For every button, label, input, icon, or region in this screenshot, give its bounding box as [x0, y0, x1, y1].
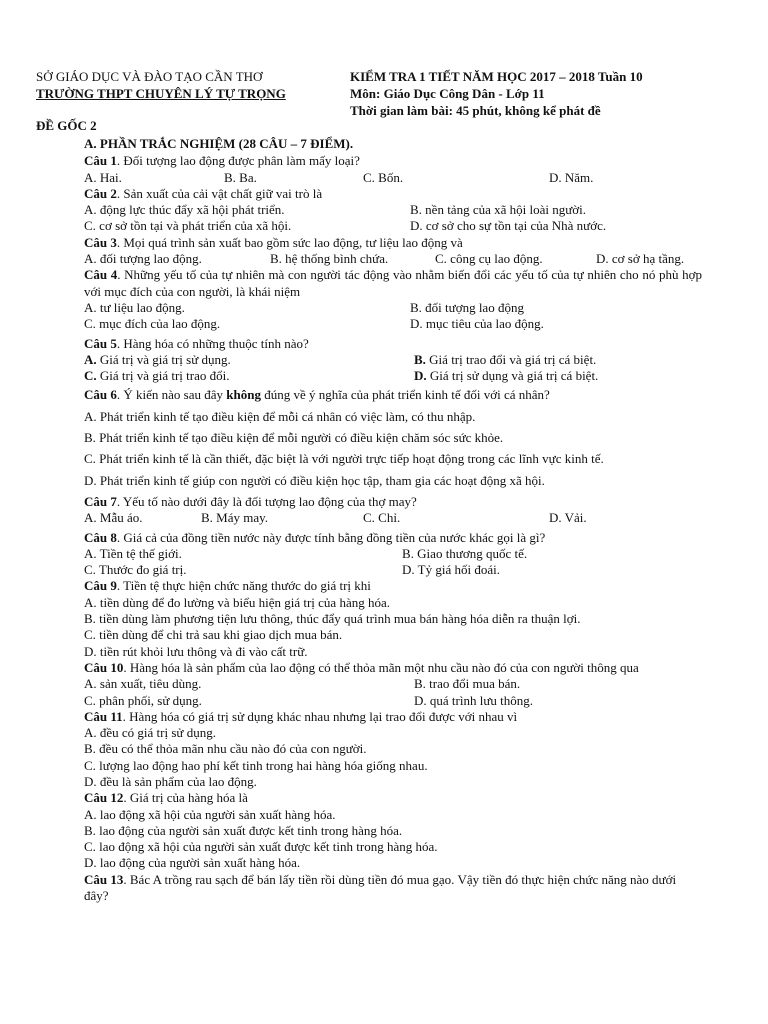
option-b[interactable]: B. trao đổi mua bán.	[414, 676, 521, 692]
option-text: Giá trị và giá trị sử dụng.	[99, 351, 231, 367]
question-label: Câu 5	[84, 335, 117, 351]
question-8	[84, 530, 702, 546]
option-c[interactable]: C. Chỉ.	[363, 510, 401, 526]
question-label: Câu 6	[84, 387, 117, 403]
options-row	[84, 693, 702, 709]
options-row	[84, 316, 702, 332]
option-c[interactable]: C. phân phối, sử dụng.	[84, 692, 202, 708]
question-3	[84, 235, 702, 251]
question-text: . Hàng hóa có những thuộc tính nào?	[116, 335, 309, 351]
option-a[interactable]: A. đều có giá trị sử dụng.	[84, 725, 216, 741]
question-label: Câu 2	[84, 185, 117, 201]
option-a[interactable]: A. đối tượng lao động.	[84, 251, 202, 267]
option-c[interactable]	[84, 368, 230, 384]
option-d[interactable]: D. quá trình lưu thông.	[414, 692, 533, 708]
option-a[interactable]: A. Phát triển kinh tế tạo điều kiện để mỗi cá nhân có việc làm, có thu nhập.	[84, 408, 476, 424]
option-b[interactable]	[414, 352, 596, 368]
option-d[interactable]	[414, 368, 598, 384]
option-c[interactable]: C. Thước đo giá trị.	[84, 562, 187, 578]
question-12	[84, 790, 702, 806]
section-title: A. PHẦN TRẮC NGHIỆM (28 CÂU – 7 ĐIỂM).	[84, 136, 354, 151]
option-a[interactable]: A. tư liệu lao động.	[84, 299, 185, 315]
option-a[interactable]: A. Tiền tệ thế giới.	[84, 545, 182, 561]
question-text: . Ý kiến nào sau đây	[116, 387, 227, 403]
question-7	[84, 494, 702, 510]
question-text: . Giá trị của hàng hóa là	[123, 790, 248, 806]
question-label: Câu 8	[84, 529, 117, 545]
exam-code: ĐỀ GỐC 2	[36, 118, 97, 133]
options-row	[84, 368, 702, 384]
question-6	[84, 387, 702, 403]
question-label: Câu 10	[84, 659, 124, 675]
option-d[interactable]: D. cơ sở hạ tầng.	[596, 251, 685, 267]
question-label: Câu 1	[84, 153, 117, 169]
option-letter: B.	[414, 351, 426, 367]
subject-line: Môn: Giáo Dục Công Dân - Lớp 11	[350, 86, 545, 101]
question-1	[84, 153, 702, 169]
time-line: Thời gian làm bài: 45 phút, không kể phát đề	[350, 103, 601, 118]
options-row	[84, 510, 702, 526]
header-right	[350, 68, 643, 119]
option-d[interactable]: D. mục tiêu của lao động.	[410, 316, 544, 332]
option-text: Giá trị và giá trị trao đổi.	[99, 368, 230, 384]
option-b[interactable]: B. nền tảng của xã hội loài người.	[410, 202, 587, 218]
question-emphasis: không	[226, 387, 261, 403]
option-a[interactable]: A. Hai.	[84, 169, 122, 185]
options-row	[84, 170, 702, 186]
question-9	[84, 578, 702, 594]
question-label: Câu 12	[84, 790, 124, 806]
question-label: Câu 4	[84, 267, 118, 283]
question-5	[84, 336, 702, 352]
question-text: đúng về ý nghĩa của phát triển kinh tế đối với cá nhân?	[260, 387, 550, 403]
option-letter: D.	[414, 368, 427, 384]
question-text: . Sản xuất của cải vật chất giữ vai trò là	[116, 185, 323, 201]
question-text: . Tiền tệ thực hiện chức năng thước do giá trị khi	[116, 578, 371, 594]
question-4	[84, 267, 702, 300]
option-d[interactable]: D. Tỷ giá hối đoái.	[402, 562, 500, 578]
option-a[interactable]: A. động lực thúc đẩy xã hội phát triển.	[84, 202, 285, 218]
header-left	[36, 68, 286, 102]
option-b[interactable]: B. đối tượng lao động	[410, 299, 524, 315]
option-c[interactable]: C. Phát triển kinh tế là cần thiết, đặc biệt là với người trực tiếp hoạt động trong các lĩnh vực kinh tế.	[84, 451, 604, 467]
question-text: . Những yếu tố của tự nhiên mà con người tác động vào nhằm biến đổi các yếu tố của tự nhiên cho nó phù hợp với mục đích của con người, là khái niệm	[84, 267, 702, 299]
option-c[interactable]: C. công cụ lao động.	[435, 251, 543, 267]
question-text: . Hàng hóa có giá trị sử dụng khác nhau nhưng lại trao đổi được với nhau vì	[122, 708, 518, 724]
question-text: . Giá cả của đồng tiền nước này được tính bằng đồng tiền của nước khác gọi là gì?	[116, 529, 546, 545]
options-row	[84, 251, 702, 267]
option-b[interactable]: B. Phát triển kinh tế tạo điều kiện để mỗi người có điều kiện chăm sóc sức khỏe.	[84, 430, 504, 446]
exam-title: KIỂM TRA 1 TIẾT NĂM HỌC 2017 – 2018 Tuần 10	[350, 69, 643, 84]
question-label: Câu 13	[84, 871, 124, 887]
option-a[interactable]: A. sản xuất, tiêu dùng.	[84, 676, 202, 692]
option-d[interactable]: D. Năm.	[549, 169, 594, 185]
option-b[interactable]: B. hệ thống bình chứa.	[270, 251, 389, 267]
option-a[interactable]	[84, 352, 231, 368]
options-row	[84, 676, 702, 692]
option-d[interactable]: D. tiền rút khỏi lưu thông và đi vào cất trữ.	[84, 643, 308, 659]
option-b[interactable]: B. Giao thương quốc tế.	[402, 545, 528, 561]
option-d[interactable]: D. cơ sở cho sự tồn tại của Nhà nước.	[410, 218, 607, 234]
exam-content	[84, 136, 702, 904]
option-d[interactable]: D. Vải.	[549, 510, 587, 526]
school-name: TRƯỜNG THPT CHUYÊN LÝ TỰ TRỌNG	[36, 86, 286, 101]
option-c[interactable]: C. mục đích của lao động.	[84, 316, 221, 332]
option-b[interactable]: B. tiền dùng làm phương tiện lưu thông, thúc đẩy quá trình mua bán hàng hóa diễn ra thuận lợi.	[84, 611, 581, 627]
option-letter: C.	[84, 368, 97, 384]
question-label: Câu 11	[84, 708, 123, 724]
option-c[interactable]: C. Bốn.	[363, 169, 404, 185]
option-c[interactable]: C. lượng lao động hao phí kết tinh trong hai hàng hóa giống nhau.	[84, 757, 428, 773]
options-row	[84, 562, 702, 578]
option-text: Giá trị trao đổi và giá trị cá biệt.	[429, 351, 597, 367]
option-c[interactable]: C. lao động xã hội của người sản xuất được kết tinh trong hàng hóa.	[84, 839, 438, 855]
question-text: . Mọi quá trình sản xuất bao gồm sức lao động, tư liệu lao động và	[116, 234, 463, 250]
option-a[interactable]: A. lao động xã hội của người sản xuất hàng hóa.	[84, 806, 336, 822]
option-c[interactable]: C. tiền dùng để chi trả sau khi giao dịch mua bán.	[84, 627, 343, 643]
option-d[interactable]: D. đều là sản phẩm của lao động.	[84, 773, 257, 789]
options-row	[84, 218, 702, 234]
question-2	[84, 186, 702, 202]
question-text: . Hàng hóa là sản phẩm của lao động có thể thỏa mãn một nhu cầu nào đó của con người thông qua	[123, 659, 639, 675]
options-row	[84, 300, 702, 316]
department-name: SỞ GIÁO DỤC VÀ ĐÀO TẠO CẦN THƠ	[36, 69, 263, 84]
question-text: . Đối tượng lao động được phân làm mấy loại?	[116, 153, 360, 169]
option-b[interactable]: B. Ba.	[224, 169, 257, 185]
options-row	[84, 546, 702, 562]
option-a[interactable]: A. tiền dùng để đo lường và biểu hiện giá trị của hàng hóa.	[84, 594, 390, 610]
question-text: . Bác A trồng rau sạch để bán lấy tiền rồi dùng tiền đó mua gạo. Vậy tiền đó thực hiện chức năng nào dưới đây?	[84, 871, 677, 904]
question-10	[84, 660, 702, 676]
question-text: . Yếu tố nào dưới đây là đối tượng lao động của thợ may?	[116, 493, 417, 509]
option-b[interactable]: B. Máy may.	[201, 510, 269, 526]
options-row	[84, 202, 702, 218]
question-13	[84, 872, 702, 905]
option-d[interactable]: D. Phát triển kinh tế giúp con người có điều kiện học tập, tham gia các hoạt động xã hội.	[84, 472, 545, 488]
option-d[interactable]: D. lao động của người sản xuất hàng hóa.	[84, 855, 301, 871]
option-letter: A.	[84, 351, 97, 367]
option-text: Giá trị sử dụng và giá trị cá biệt.	[429, 368, 599, 384]
option-a[interactable]: A. Mẫu áo.	[84, 510, 143, 526]
question-label: Câu 9	[84, 578, 117, 594]
options-row	[84, 352, 702, 368]
question-label: Câu 7	[84, 493, 117, 509]
question-label: Câu 3	[84, 234, 117, 250]
option-b[interactable]: B. lao động của người sản xuất được kết tinh trong hàng hóa.	[84, 822, 403, 838]
option-c[interactable]: C. cơ sở tồn tại và phát triển của xã hội.	[84, 218, 292, 234]
option-b[interactable]: B. đều có thể thỏa mãn nhu cầu nào đó của con người.	[84, 741, 367, 757]
question-11	[84, 709, 702, 725]
